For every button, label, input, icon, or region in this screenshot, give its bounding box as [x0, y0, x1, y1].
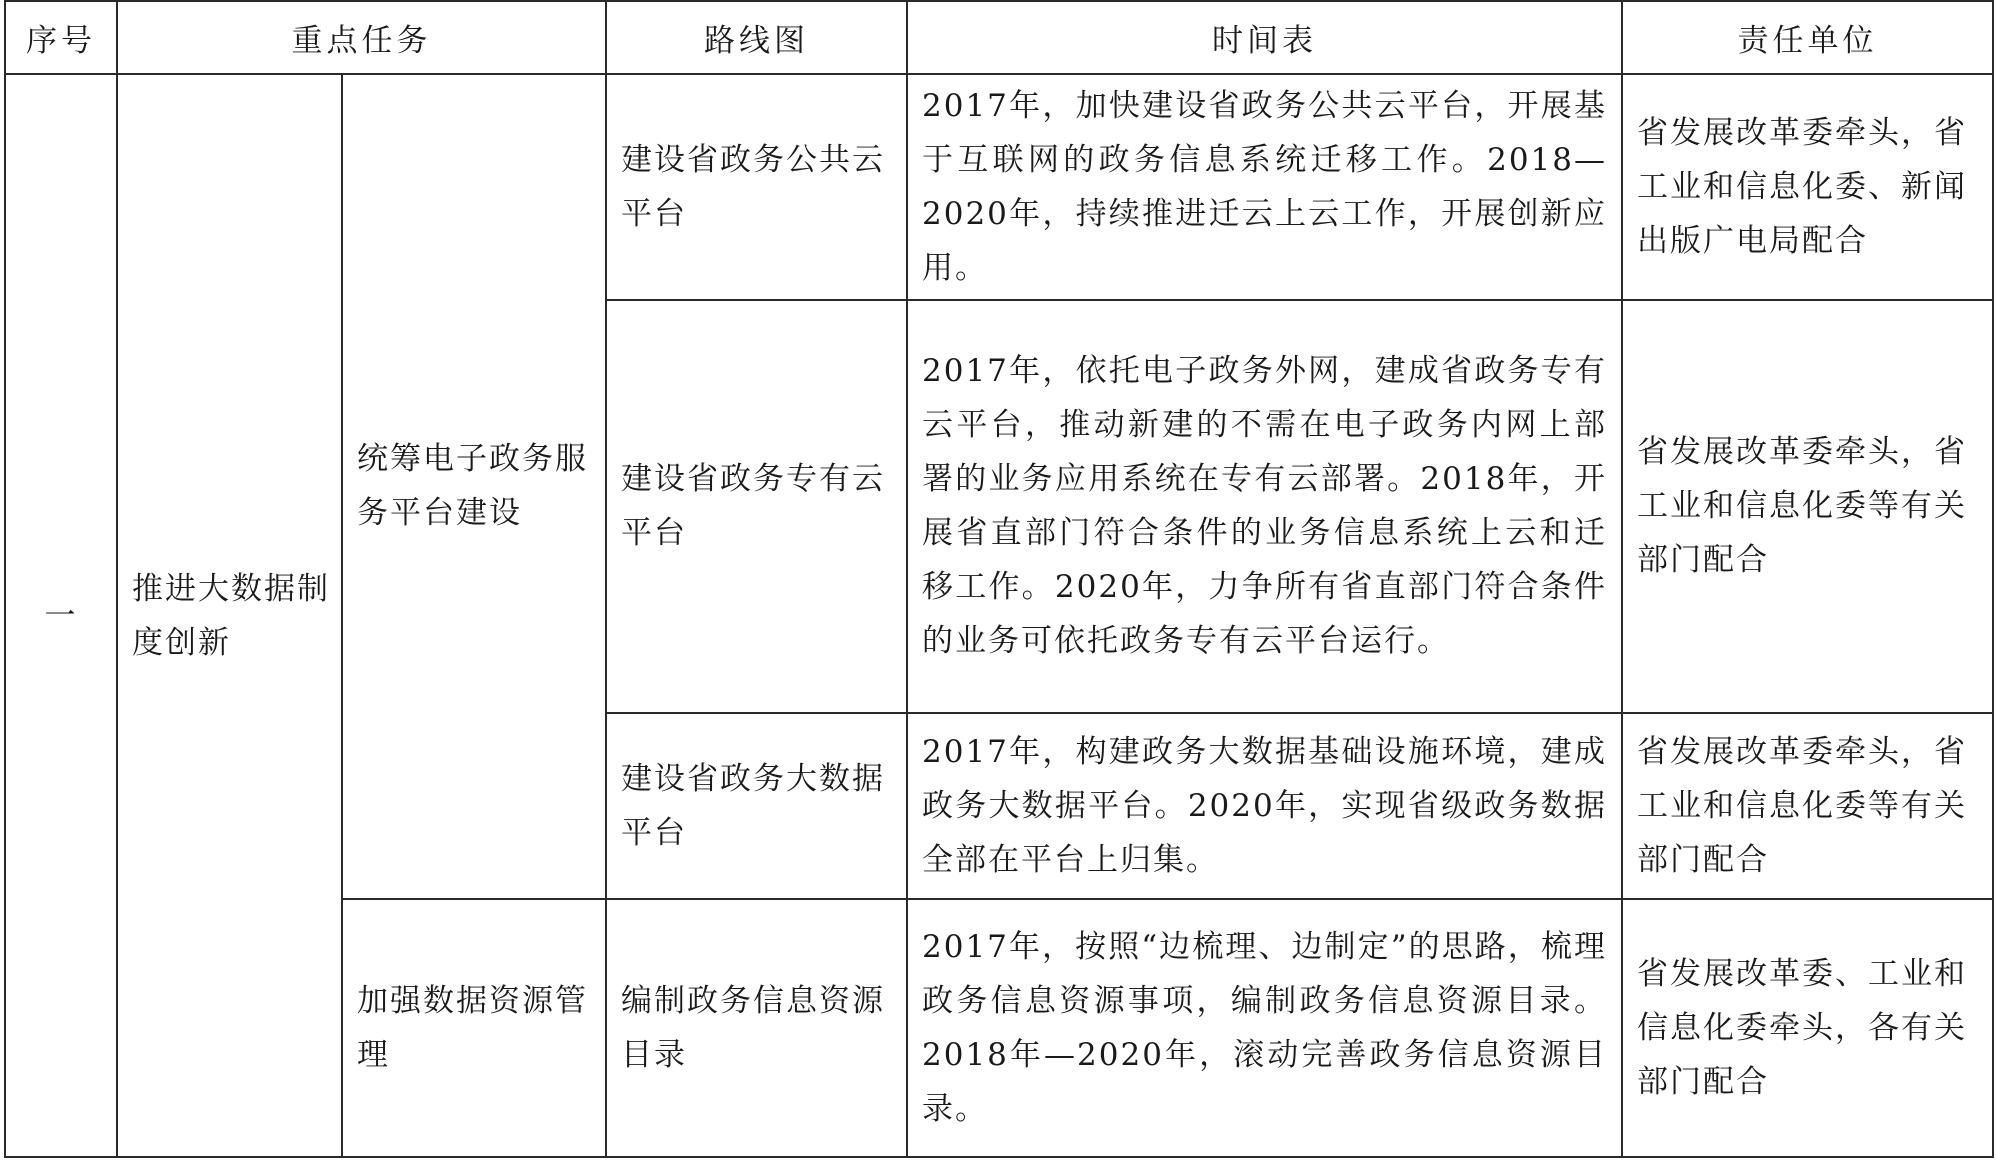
header-schedule: 时间表: [907, 1, 1622, 74]
subtask: 统筹电子政务服务平台建设: [342, 74, 606, 899]
task-table: [4, 0, 1994, 1158]
table-row: [5, 74, 1993, 300]
schedule-cell: 2017年，按照“边梳理、边制定”的思路，梳理政务信息资源事项，编制政务信息资源目录。2018年—2020年，滚动完善政务信息资源目录。: [907, 899, 1622, 1157]
header-row: [5, 1, 1993, 74]
subtask: 加强数据资源管理: [342, 899, 606, 1157]
header-roadmap: 路线图: [606, 1, 907, 74]
schedule-cell: 2017年，构建政务大数据基础设施环境，建成政务大数据平台。2020年，实现省级政务数据全部在平台上归集。: [907, 713, 1622, 899]
main-task: 推进大数据制度创新: [117, 74, 342, 1157]
header-no: 序号: [5, 1, 117, 74]
row-number: 一: [5, 74, 117, 1157]
header-responsible: 责任单位: [1622, 1, 1993, 74]
responsible-cell: 省发展改革委牵头，省工业和信息化委、新闻出版广电局配合: [1622, 74, 1993, 300]
schedule-cell: 2017年，加快建设省政务公共云平台，开展基于互联网的政务信息系统迁移工作。2018—2020年，持续推进迁云上云工作，开展创新应用。: [907, 74, 1622, 300]
responsible-cell: 省发展改革委、工业和信息化委牵头，各有关部门配合: [1622, 899, 1993, 1157]
roadmap-cell: 建设省政务专有云平台: [606, 300, 907, 712]
responsible-cell: 省发展改革委牵头，省工业和信息化委等有关部门配合: [1622, 713, 1993, 899]
roadmap-cell: 建设省政务大数据平台: [606, 713, 907, 899]
header-key-task: 重点任务: [117, 1, 606, 74]
responsible-cell: 省发展改革委牵头，省工业和信息化委等有关部门配合: [1622, 300, 1993, 712]
roadmap-cell: 建设省政务公共云平台: [606, 74, 907, 300]
roadmap-cell: 编制政务信息资源目录: [606, 899, 907, 1157]
schedule-cell: 2017年，依托电子政务外网，建成省政务专有云平台，推动新建的不需在电子政务内网上部署的业务应用系统在专有云部署。2018年，开展省直部门符合条件的业务信息系统上云和迁移工作。2020年，力争所有省直部门符合条件的业务可依托政务专有云平台运行。: [907, 300, 1622, 712]
